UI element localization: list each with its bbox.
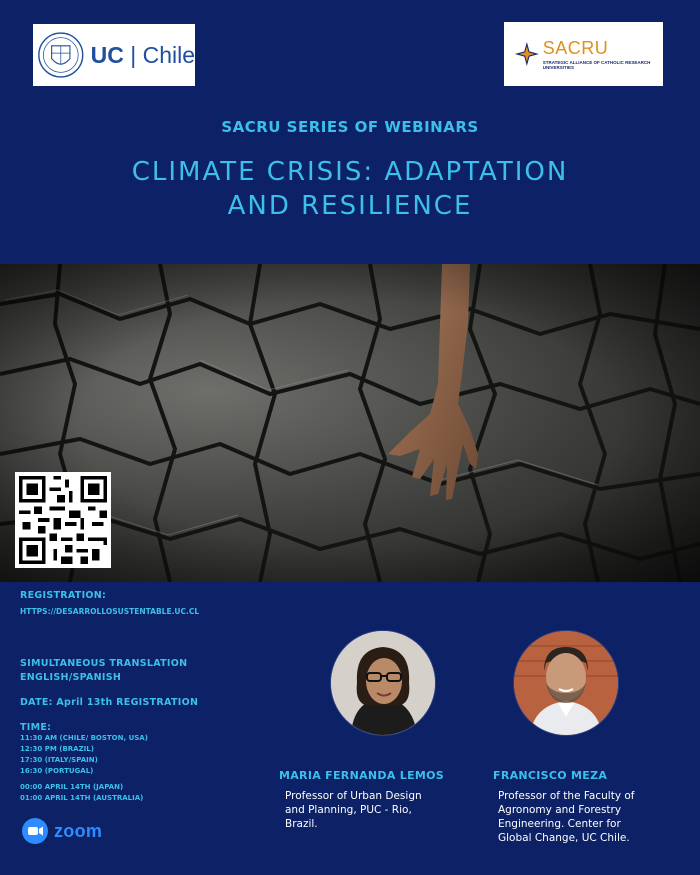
time-chile-boston: 11:30 AM (CHILE/ BOSTON, USA) (20, 734, 148, 742)
time-list (20, 733, 148, 777)
time-italy-spain: 17:30 (ITALY/SPAIN) (20, 756, 98, 764)
registration-url[interactable]: HTTPS://DESARROLLOSUSTENTABLE.UC.CL (20, 607, 200, 616)
time-portugal: 16:30 (PORTUGAL) (20, 767, 94, 775)
speaker-role-meza (498, 789, 635, 845)
time-australia: 01:00 APRIL 14TH (AUSTRALIA) (20, 794, 144, 802)
series-title: SACRU SERIES OF WEBINARS (221, 118, 479, 136)
role-line: Professor of Urban Design (285, 790, 422, 802)
portrait-woman-icon (331, 631, 435, 735)
sacru-star-icon (514, 39, 540, 69)
role-line: Engineering. Center for (498, 818, 621, 830)
qr-code-icon (15, 472, 111, 568)
sacru-logo (504, 22, 663, 86)
role-line: Agronomy and Forestry (498, 804, 622, 816)
registration-label: REGISTRATION: (20, 590, 107, 601)
role-line: and Planning, PUC - Rio, (285, 804, 412, 816)
time-label: TIME: (20, 722, 52, 733)
translation-line-1: SIMULTANEOUS TRANSLATION (20, 658, 188, 669)
qr-code[interactable] (15, 472, 111, 568)
time-brazil: 12:30 PM (BRAZIL) (20, 745, 94, 753)
time-japan: 00:00 APRIL 14TH (JAPAN) (20, 783, 124, 791)
uc-seal-icon (37, 27, 85, 83)
title-line-2: AND RESILIENCE (227, 191, 473, 221)
role-line: Brazil. (285, 818, 318, 830)
zoom-logo (22, 818, 102, 844)
uc-wordmark: UC | Chile (90, 41, 195, 68)
main-title (0, 155, 700, 223)
date-text: DATE: April 13th REGISTRATION (20, 697, 199, 708)
speaker-role-lemos (285, 789, 422, 831)
title-line-1: CLIMATE CRISIS: ADAPTATION (131, 157, 569, 187)
sacru-tagline: STRATEGIC ALLIANCE OF CATHOLIC RESEARCH UNIVERSITIES (542, 60, 651, 70)
speaker-name-meza: FRANCISCO MEZA (493, 769, 608, 782)
portrait-man-icon (514, 631, 618, 735)
speaker-portrait-lemos (330, 630, 436, 736)
speaker-portrait-meza (513, 630, 619, 736)
uc-chile-logo (33, 24, 195, 86)
role-line: Global Change, UC Chile. (498, 832, 630, 844)
zoom-camera-icon (22, 818, 48, 844)
role-line: Professor of the Faculty of (498, 790, 635, 802)
sacru-wordmark: SACRU (542, 38, 609, 58)
speaker-name-lemos: MARIA FERNANDA LEMOS (279, 769, 445, 782)
time-list-next-day (20, 782, 143, 804)
zoom-wordmark: zoom (54, 820, 103, 841)
translation-line-2: ENGLISH/SPANISH (20, 672, 122, 683)
